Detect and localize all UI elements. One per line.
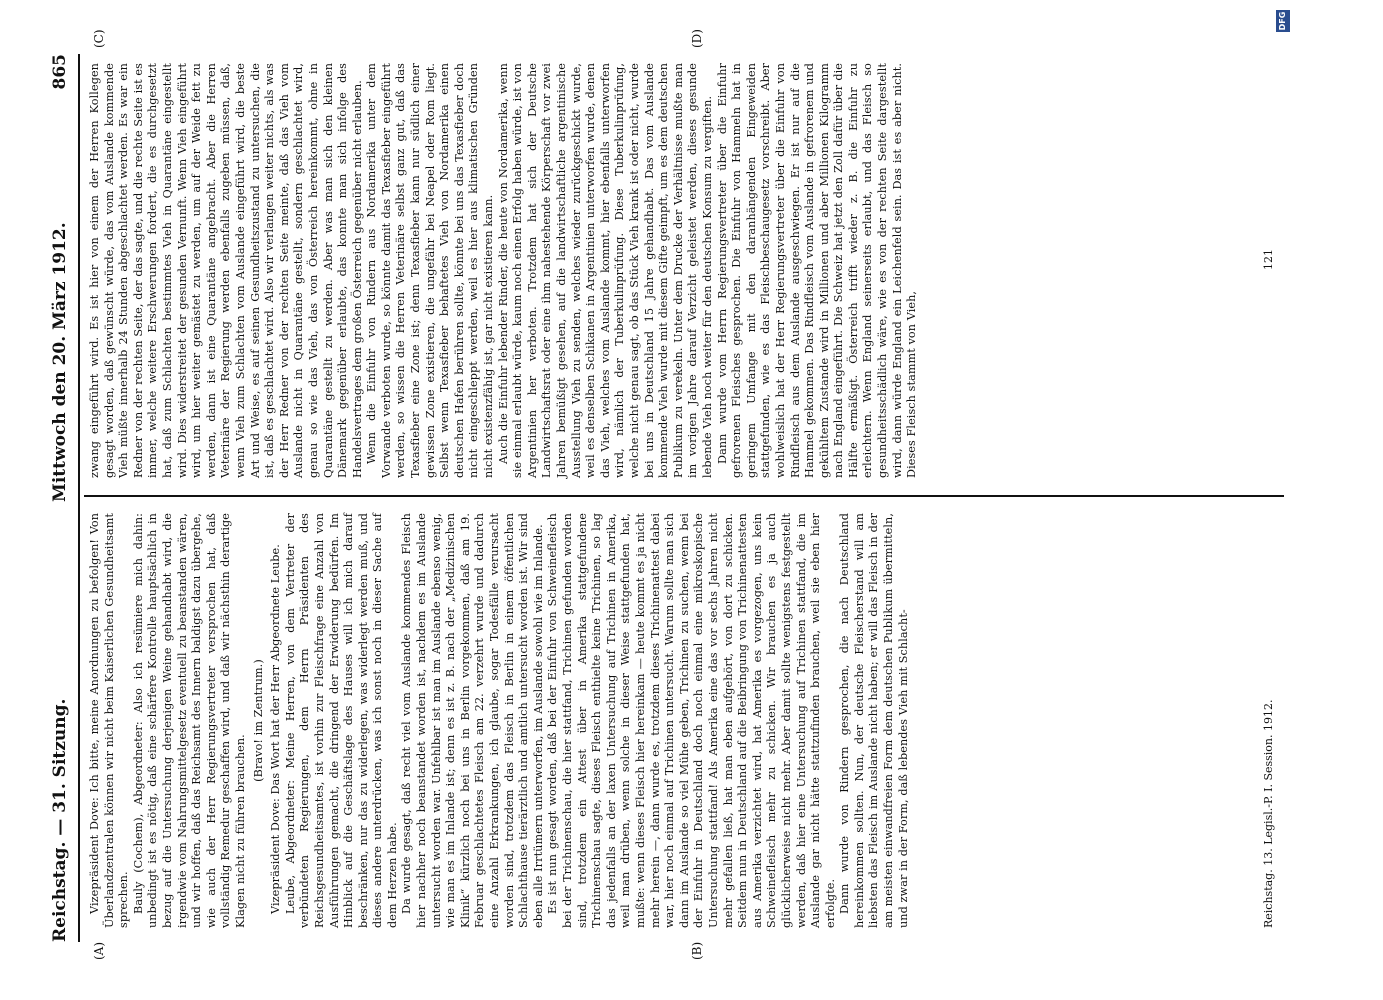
paragraph: Da wurde gesagt, daß recht viel vom Auslande kommendes Fleisch hier nachher noch beanstandet worden ist, nachdem es im Auslande untersucht worden war. Unfehlbar ist man im Auslande ebenso wenig, wie man es im Inlande ist; denn es ist z. B. nach der „Medizinischen Klinik“ kürzlich noch bei uns in Berlin vorgekommen, daß am 19. Februar geschlachtetes Fleisch am 22. verzehrt wurde und dadurch eine Anzahl Erkrankungen, ich glaube, sogar Todesfälle verursacht worden sind, trotzdem das Fleisch in Berlin in einem öffentlichen Schlachthause tierärztlich und amtlich untersucht worden ist. Wir sind eben alle Irrtümern unterworfen, im Auslande sowohl wie im Inlande.: [400, 513, 545, 928]
right-column: [88, 63, 920, 478]
session-title: Reichstag. — 31. Sitzung.: [50, 698, 70, 942]
footer-session: Reichstag. 13. Legisl.-P. I. Session. 1912.: [1262, 699, 1275, 928]
paragraph: zwang eingeführt wird. Es ist hier von einem der Herren Kollegen gesagt worden, daß gewünscht würde, das vom Auslande kommende Vieh müßte innerhalb 24 Stunden abgeschlachtet werden. Es war ein Redner von der rechten Seite, der das sagte, und die rechte Seite ist es immer, welche weitere Erschwerungen fordert, die es durchgesetzt hat, daß zum Schlachten bestimmtes Vieh in Quarantäne eingestellt wird. Dies widerstreitet der gesunden Vernunft. Wenn Vieh eingeführt wird, um hier weiter gemästet zu werden, um auf der Weide fett zu werden, dann ist eine Quarantäne angebracht. Aber die Herren Veterinäre der Regierung werden ebenfalls zugeben müssen, daß, wenn Vieh zum Schlachten vom Auslande eingeführt wird, die beste Art und Weise, es auf seinen Gesundheitszustand zu untersuchen, die ist, daß es geschlachtet wird. Also wir verlangen weiter nichts, als was der Herr Redner von der rechten Seite meinte, daß das Vieh vom Auslande nicht in Quarantäne gestellt, sondern geschlachtet wird, genau so wie das Vieh, das von Österreich hereinkommt, ohne in Quarantäne gestellt zu werden. Aber was man sich den kleinen Dänemark gegenüber erlaubte, das konnte man sich infolge des Handelsvertrages dem großen Österreich gegenüber nicht erlauben.: [88, 63, 364, 478]
column-divider: [84, 495, 1284, 497]
paragraph: Es ist nun gesagt worden, daß bei der Einfuhr von Schweinefleisch bei der Trichinenschau, die hier stattfand, Trichinen gefunden worden sind, trotzdem ein Attest über in Amerika stattgefundene Trichinenschau sagte, dieses Fleisch enthielte keine Trichinen, so lag das jedenfalls an der laxen Untersuchung auf Trichinen in Amerika, weil man drüben, wenn solche in dieser Weise stattgefunden hat, mußte: wenn dieses Fleisch hier hereinkam — heute kommt es ja nicht mehr herein —, dann wurde es, trotzdem dieses Trichinenattest dabei war, hier noch einmal auf Trichinen untersucht. Warum sollte man sich dann im Auslande so viel Mühe geben, Trichinen zu suchen, wenn bei der Einfuhr in Deutschland doch noch einmal eine mikroskopische Untersuchung stattfand! Als Amerika eine das vor sechs Jahren nicht mehr gefallen ließ, hat man eben aufgehört, von dort zu schicken. Seitdem nun in Deutschland auf die Beibringung von Trichinenattesten aus Amerika verzichtet wird, hat Amerika es vorgezogen, uns kein Schweinefleisch mehr zu schicken. Wir brauchen es ja auch glücklicherweise nicht mehr. Aber damit sollte wenigstens festgestellt werden, daß hier eine Untersuchung auf Trichinen stattfand, die im Auslande gar nicht hätte stattzufinden brauchen, weil sie eben hier erfolgte.: [546, 513, 837, 928]
margin-mark-d: (D): [690, 29, 704, 48]
session-date: Mittwoch den 20. März 1912.: [50, 222, 70, 502]
paragraph: Leube, Abgeordneter: Meine Herren, von dem Vertreter der verbündeten Regierungen, dem Herrn Präsidenten des Reichsgesundheitsamtes, ist vorhin zur Fleischfrage eine Anzahl von Ausführungen gemacht, die dringend der Erwiderung bedürfen. Im Hinblick auf die Geschäftslage des Hauses will ich mich darauf beschränken, nur das zu widerlegen, was widerlegt werden muß, und dieses andere unterdrücken, was ich sonst noch in dieser Sache auf dem Herzen habe.: [283, 513, 399, 928]
paragraph: Wenn die Einfuhr von Rindern aus Nordamerika unter dem Vorwande verboten wurde, so könnte damit das Texasfieber eingeführt werden, so wissen die Herren Veterinäre selbst ganz gut, daß das Texasfieber eine Zone ist; denn Texasfieber kann nur südlich einer gewissen Zone existieren, die ungefähr bei Neapel oder Rom liegt. Selbst wenn Texasfieber behaftetes Vieh von Nordamerika einen deutschen Hafen berühren sollte, könnte bei uns das Texasfieber doch nicht eingeschleppt werden, weil es hier aus klimatischen Gründen nicht existenzfähig ist, gar nicht existieren kann.: [365, 63, 496, 478]
margin-mark-a: (A): [92, 941, 106, 960]
margin-mark-b: (B): [690, 941, 704, 960]
paragraph: Bauly (Cochem), Abgeordneter: Also ich resümiere mich dahin: unbedingt ist es nötig, daß eine schärfere Kontrolle hauptsächlich in bezug auf die Untersuchung derjenigen Weine gehandhabt wird, die irgendwie vom Nahrungsmittelgesetz eventuell zu beanstanden wären, und wir hoffen, daß das Reichsamt des Innern baldigst dazu übergehe, wie auch der Herr Regierungsvertreter versprochen hat, daß vollständig Remedur geschaffen wird, und daß wir nächsthin derartige Klagen nicht zu führen brauchen.: [131, 513, 247, 928]
footer-sheet-number: 121: [1262, 249, 1275, 270]
running-head: [50, 54, 76, 942]
paragraph: Vizepräsident Dove: Das Wort hat der Herr Abgeordnete Leube.: [269, 544, 283, 914]
paragraph: Auch die Einfuhr lebender Rinder, die heute von Nordamerika, wenn sie einmal erlaubt würde, kaum noch einen Erfolg haben würde, ist von Argentinien her verboten. Trotzdem hat sich der Deutsche Landwirtschaftsrat oder eine ihm nahestehende Körperschaft vor zwei Jahren bemüßigt gesehen, auf die landwirtschaftliche argentinische Ausstellung Vieh zu senden, welches wieder zurückgeschickt wurde, weil es denselben Schikanen in Argentinien unterworfen wurde, denen das Vieh, welches vom Auslande kommt, hier ebenfalls unterworfen wird, nämlich der Tuberkulinprüfung. Diese Tuberkulinprüfung, welche nicht genau sagt, ob das Stück Vieh krank ist oder nicht, wurde bei uns in Deutschland 15 Jahre gehandhabt. Das vom Auslande kommende Vieh wurde mit diesem Gifte geimpft, um es dem deutschen Publikum zu verekeln. Unter dem Drucke der Verhältnisse mußte man im vorigen Jahre darauf Verzicht geleistet werden, dieses gesunde lebende Vieh noch weiter für den deutschen Konsum zu vergiften.: [496, 63, 714, 478]
applause-note: (Bravo! im Zentrum.): [251, 659, 265, 782]
left-column: [88, 513, 911, 928]
page-number: 865: [50, 54, 70, 90]
paragraph: Dann wurde von Rindern gesprochen, die nach Deutschland hereinkommen sollten. Nun, der deutsche Fleischerstand will am liebsten das Fleisch im Auslande nicht haben; er will das Fleisch in der am meisten einwandfreien Form dem deutschen Publikum übermitteln, und zwar in der Form, daß lebendes Vieh mit Schlacht-: [838, 513, 910, 928]
margin-mark-c: (C): [92, 29, 106, 48]
header-rule: [78, 54, 80, 942]
paragraph: Dann wurde vom Herrn Regierungsvertreter über die Einfuhr gefrorenen Fleisches gesprochen. Die Einfuhr von Hammeln hat in geringem Umfange mit den daranhängenden Eingeweiden stattgefunden, wie es das Fleischbeschaugesetz vorschreibt. Aber wohlweislich hat der Herr Regierungsvertreter über die Einfuhr von Rindfleisch aus dem Auslande ausgeschwiegen. Er ist nur auf die Hammel gekommen. Das Rindfleisch vom Auslande in gefrorenem und gekühltem Zustande wird in Millionen und aber Millionen Kilogramm nach England eingeführt. Die Schweiz hat jetzt den Zoll dafür über die Hälfte ermäßigt. Österreich trifft wieder z. B. die Einfuhr zu erleichtern. Wenn England seinerseits erlaubt, und das Fleisch so gesundheitsschädlich wäre, wie es von der rechten Seite dargestellt wird, dann würde England ein Leichenfeld sein. Das ist es aber nicht. Dieses Fleisch stammt von Vieh,: [715, 63, 919, 478]
paragraph: Vizepräsident Dove: Ich bitte, meine Anordnungen zu befolgen! Von Überlandzentralen können wir nicht beim Kaiserlichen Gesundheitsamt sprechen.: [88, 513, 131, 928]
dfg-logo: DFG: [1276, 10, 1290, 32]
